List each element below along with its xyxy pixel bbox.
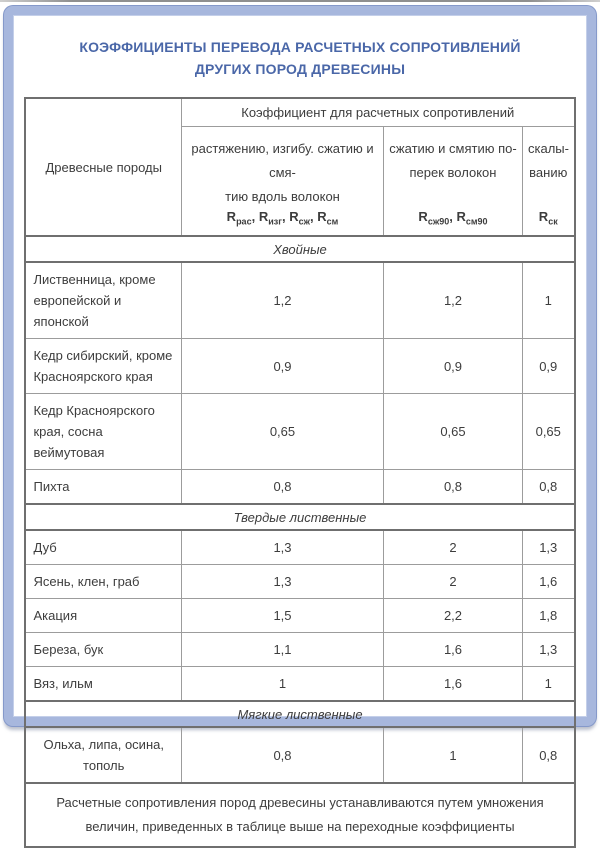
value-cell: 1,3: [181, 565, 383, 599]
species-cell: Дуб: [25, 530, 181, 565]
value-cell: 1: [522, 667, 574, 702]
value-cell: 2,2: [383, 599, 522, 633]
table-row: [25, 633, 574, 667]
species-column-header: Древесные породы: [25, 98, 181, 236]
footnote-row: [25, 783, 574, 847]
column-header-shear-label: скалы- ванию: [527, 140, 569, 180]
species-cell: Акация: [25, 599, 181, 633]
column-header-shear: [522, 126, 574, 236]
species-cell: Ясень, клен, граб: [25, 565, 181, 599]
footnote-text: Расчетные сопротивления пород древесины устанавливаются путем умножения величин, приведенных в таблице выше на переходные коэффициенты: [25, 783, 574, 847]
species-cell: Береза, бук: [25, 633, 181, 667]
value-cell: 1: [383, 727, 522, 783]
table-row: [25, 339, 574, 394]
value-cell: 1,3: [522, 530, 574, 565]
column-header-shear-symbols: $R_{ск}$: [538, 208, 558, 227]
value-cell: 0,65: [383, 394, 522, 470]
column-header-tension-symbols: $R_{рас}$, $R_{изг}$, $R_{сж}$, $R_{см}$: [226, 208, 339, 227]
section-label: Твердые лиственные: [25, 504, 574, 530]
species-cell: Лиственница, кроме европейской и японской: [25, 262, 181, 339]
value-cell: 1: [522, 262, 574, 339]
document-content: [13, 15, 587, 835]
value-cell: 0,8: [181, 470, 383, 505]
value-cell: 1,5: [181, 599, 383, 633]
page-title-line2: ДРУГИХ ПОРОД ДРЕВЕСИНЫ: [194, 61, 406, 77]
table-row: [25, 667, 574, 702]
section-row: [25, 236, 574, 262]
value-cell: 1,6: [522, 565, 574, 599]
table-row: [25, 530, 574, 565]
value-cell: 2: [383, 530, 522, 565]
group-column-header: Коэффициент для расчетных сопротивлений: [181, 98, 574, 126]
header-group-row: [25, 98, 574, 126]
species-cell: Ольха, липа, осина, тополь: [25, 727, 181, 783]
column-header-tension: [181, 126, 383, 236]
value-cell: 1,8: [522, 599, 574, 633]
table-header: [25, 98, 574, 236]
value-cell: 1,6: [383, 667, 522, 702]
species-cell: Пихта: [25, 470, 181, 505]
column-header-perpendicular: [383, 126, 522, 236]
photo-top-edge: [0, 0, 600, 2]
table-row: [25, 599, 574, 633]
column-header-tension-label: растяжению, изгибу. сжатию и смя- тию вдоль волокон: [191, 140, 374, 204]
value-cell: 0,65: [522, 394, 574, 470]
table-row: [25, 727, 574, 783]
value-cell: 0,8: [181, 727, 383, 783]
value-cell: 1: [181, 667, 383, 702]
species-cell: Кедр Красноярского края, сосна веймутовая: [25, 394, 181, 470]
table-row: [25, 262, 574, 339]
value-cell: 1,2: [181, 262, 383, 339]
value-cell: 0,9: [181, 339, 383, 394]
coefficients-table: [24, 97, 575, 848]
value-cell: 0,8: [522, 727, 574, 783]
value-cell: 1,3: [181, 530, 383, 565]
species-cell: Вяз, ильм: [25, 667, 181, 702]
section-row: [25, 701, 574, 727]
page-title-line1: КОЭФФИЦИЕНТЫ ПЕРЕВОДА РАСЧЕТНЫХ СОПРОТИВЛЕНИЙ: [79, 39, 521, 55]
value-cell: 2: [383, 565, 522, 599]
value-cell: 0,9: [522, 339, 574, 394]
column-header-perpendicular-symbols: $R_{сж90}$, $R_{см90}$: [418, 208, 488, 227]
value-cell: 1,1: [181, 633, 383, 667]
value-cell: 0,8: [522, 470, 574, 505]
section-label: Мягкие лиственные: [25, 701, 574, 727]
value-cell: 0,8: [383, 470, 522, 505]
value-cell: 1,3: [522, 633, 574, 667]
value-cell: 1,6: [383, 633, 522, 667]
table-footer: [25, 783, 574, 847]
value-cell: 1,2: [383, 262, 522, 339]
page-title: [13, 36, 587, 80]
table-row: [25, 565, 574, 599]
section-row: [25, 504, 574, 530]
table-row: [25, 394, 574, 470]
table-row: [25, 470, 574, 505]
column-header-perpendicular-label: сжатию и смятию по- перек волокон: [389, 140, 517, 180]
section-label: Хвойные: [25, 236, 574, 262]
value-cell: 0,65: [181, 394, 383, 470]
value-cell: 0,9: [383, 339, 522, 394]
species-cell: Кедр сибирский, кроме Красноярского края: [25, 339, 181, 394]
table-body: [25, 236, 574, 783]
